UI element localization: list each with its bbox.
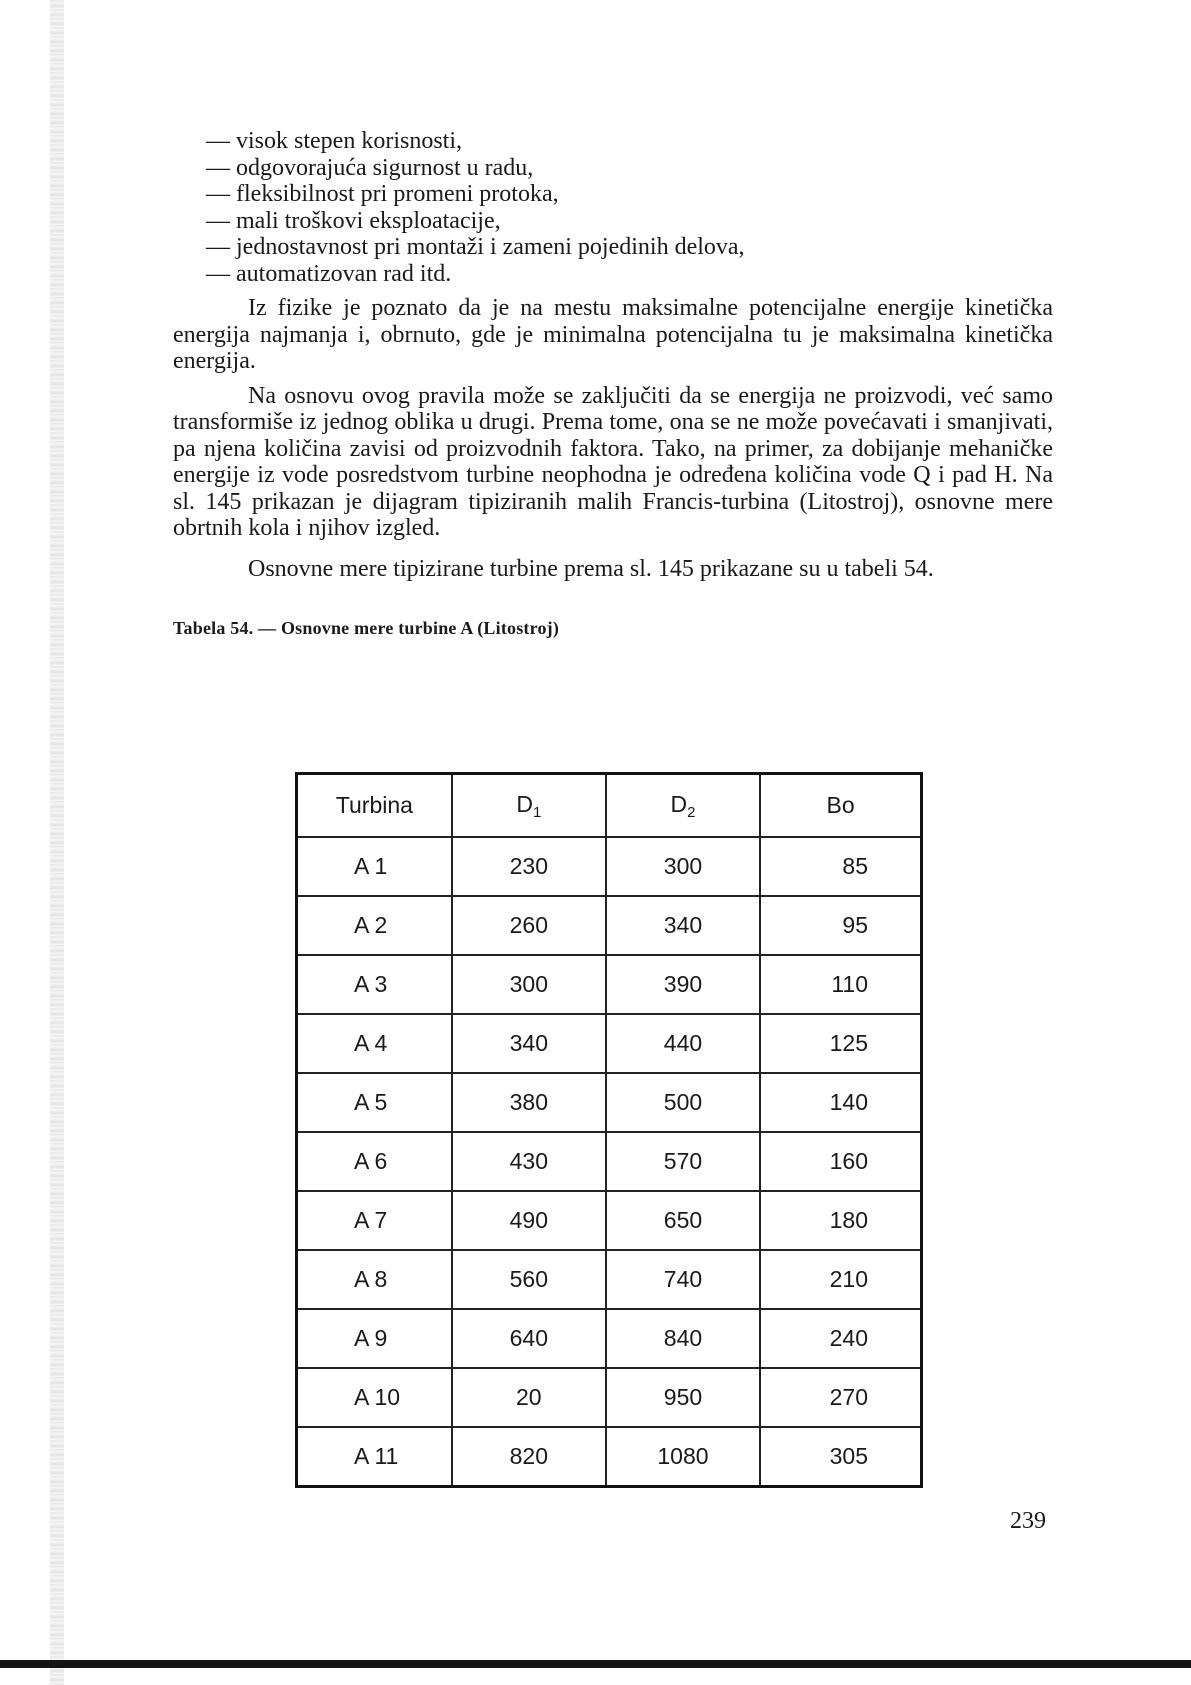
header-turbina: Turbina (297, 774, 452, 838)
header-d2-sub: 2 (687, 803, 696, 821)
header-bo: Bo (760, 774, 921, 838)
table-row (297, 1368, 922, 1427)
cell-d1: 20 (452, 1368, 606, 1427)
turbine-dimensions-table (295, 772, 923, 1488)
cell-turbina: A 7 (297, 1191, 452, 1250)
binding-edge (50, 0, 64, 1685)
cell-d2: 740 (606, 1250, 760, 1309)
table-row (297, 1427, 922, 1487)
paragraph-2: Na osnovu ovog pravila može se zaključiti da se energija ne proizvodi, već samo transformiše iz jednog oblika u drugi. Prema tome, ona se ne može povećavati i smanjivati, pa njena količina zavisi od proizvodnih faktora. Tako, na primer, za dobijanje mehaničke energije iz vode posredstvom turbine neophodna je određena količina vode Q i pad H. Na sl. 145 prikazan je dijagram tipiziranih malih Francis-turbina (Litostroj), osnovne mere obrtnih kola i njihov izgled. (173, 382, 1053, 541)
header-d2 (606, 774, 760, 838)
cell-turbina: A 10 (297, 1368, 452, 1427)
cell-d1: 820 (452, 1427, 606, 1487)
cell-turbina: A 6 (297, 1132, 452, 1191)
table-row (297, 1073, 922, 1132)
cell-d2: 950 (606, 1368, 760, 1427)
paragraph-1: Iz fizike je poznato da je na mestu maksimalne potencijalne energije kinetička energija najmanja i, obrnuto, gde je minimalna potencijalna tu je maksimalna kinetička energija. (173, 295, 1053, 374)
cell-bo: 125 (760, 1014, 921, 1073)
cell-turbina: A 3 (297, 955, 452, 1014)
cell-d2: 650 (606, 1191, 760, 1250)
cell-d2: 500 (606, 1073, 760, 1132)
cell-bo: 95 (760, 896, 921, 955)
table-row (297, 1250, 922, 1309)
cell-d1: 430 (452, 1132, 606, 1191)
list-item: — odgovorajuća sigurnost u radu, (206, 154, 534, 181)
cell-bo: 110 (760, 955, 921, 1014)
table-row (297, 1132, 922, 1191)
list-item: — jednostavnost pri montaži i zameni pojedinih delova, (206, 234, 745, 260)
cell-d1: 230 (452, 837, 606, 896)
page-content (173, 128, 1053, 639)
cell-d2: 390 (606, 955, 760, 1014)
cell-turbina: A 9 (297, 1309, 452, 1368)
cell-turbina: A 4 (297, 1014, 452, 1073)
paragraph-3: Osnovne mere tipizirane turbine prema sl. 145 prikazane su u tabeli 54. (248, 555, 934, 582)
list-item: — automatizovan rad itd. (206, 260, 452, 287)
table-header-row (297, 774, 922, 838)
list-item: — mali troškovi eksploatacije, (206, 207, 501, 234)
cell-d1: 640 (452, 1309, 606, 1368)
header-d1-sub: 1 (532, 803, 542, 821)
cell-bo: 180 (760, 1191, 921, 1250)
header-d1-base: D (516, 790, 533, 817)
cell-d1: 380 (452, 1073, 606, 1132)
cell-bo: 140 (760, 1073, 921, 1132)
list-item: — visok stepen korisnosti, (206, 128, 462, 154)
header-d2-base: D (670, 790, 688, 817)
table-row (297, 955, 922, 1014)
list-item: — fleksibilnost pri promeni protoka, (206, 181, 559, 207)
cell-d2: 570 (606, 1132, 760, 1191)
header-d1 (452, 774, 606, 838)
cell-bo: 85 (760, 837, 921, 896)
cell-d2: 300 (606, 837, 760, 896)
cell-turbina: A 8 (297, 1250, 452, 1309)
table-row (297, 896, 922, 955)
cell-bo: 270 (760, 1368, 921, 1427)
scan-bottom-edge (0, 1660, 1191, 1668)
page-number: 239 (1010, 1508, 1046, 1534)
cell-d2: 1080 (606, 1427, 760, 1487)
cell-bo: 305 (760, 1427, 921, 1487)
cell-d2: 840 (606, 1309, 760, 1368)
cell-d2: 340 (606, 896, 760, 955)
cell-d1: 560 (452, 1250, 606, 1309)
cell-turbina: A 5 (297, 1073, 452, 1132)
cell-bo: 240 (760, 1309, 921, 1368)
feature-list (173, 128, 1053, 287)
cell-turbina: A 11 (297, 1427, 452, 1487)
cell-bo: 160 (760, 1132, 921, 1191)
cell-d1: 300 (452, 955, 606, 1014)
cell-d2: 440 (606, 1014, 760, 1073)
cell-turbina: A 1 (297, 837, 452, 896)
table-row (297, 1309, 922, 1368)
table-caption: Tabela 54. — Osnovne mere turbine A (Litostroj) (173, 618, 560, 638)
cell-d1: 490 (452, 1191, 606, 1250)
table-row (297, 837, 922, 896)
cell-bo: 210 (760, 1250, 921, 1309)
table-row (297, 1191, 922, 1250)
cell-turbina: A 2 (297, 896, 452, 955)
cell-d1: 340 (452, 1014, 606, 1073)
table-row (297, 1014, 922, 1073)
cell-d1: 260 (452, 896, 606, 955)
